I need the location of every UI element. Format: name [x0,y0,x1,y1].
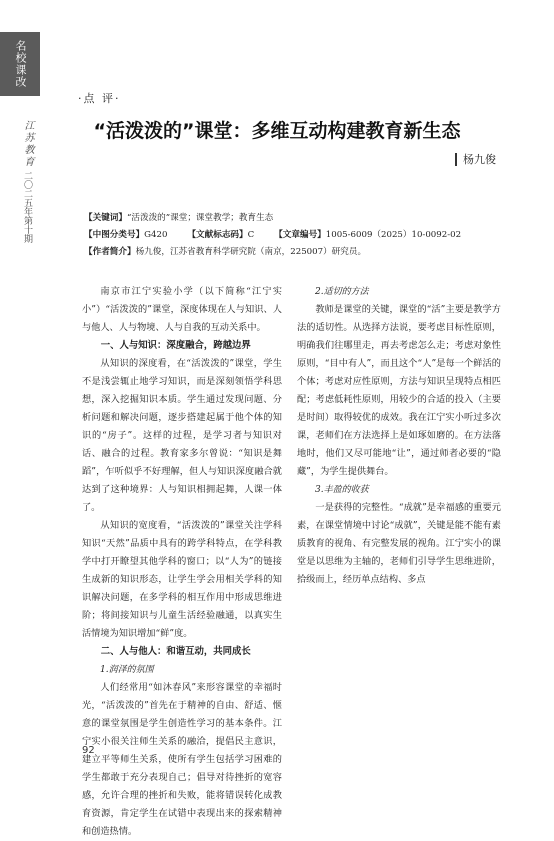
paragraph: 南京市江宁实验小学（以下简称“江宁实小”）“活泼泼的”课堂，深度体现在人与知识、人与他人、人与物境、人与自我的互动关系中。 [82,286,282,333]
meta-article-no [274,227,461,244]
meta-keywords-label: 【关键词】 [84,213,127,223]
meta-article-no-label: 【文章编号】 [274,230,326,240]
meta-author-label: 【作者简介】 [84,247,136,257]
body-column-right [297,283,501,589]
meta-doc [187,227,254,244]
meta-keywords-row [84,210,504,227]
journal-name: 江苏教育 [22,120,33,168]
section-heading: 二、人与他人：和谐互动，共同成长 [100,646,251,657]
meta-author-bio: 杨九俊，江苏省教育科学研究院（南京，225007）研究员。 [135,247,367,257]
section-tab-label: 名校课改 [14,40,27,88]
meta-class [84,227,167,244]
meta-doc-value: C [247,230,255,240]
article-author: 杨九俊 [455,153,496,166]
meta-keywords: “活泼泼的”课堂；课堂教学；教育生态 [126,213,274,223]
column-label: ·点 评· [78,92,121,105]
subsection-heading: 3.丰盈的收获 [315,485,369,495]
article-title: “活泼泼的”课堂：多维互动构建教育新生态 [93,120,461,142]
article-meta [84,210,504,261]
paragraph: 一是获得的完整性。“成就”是幸福感的重要元素，在课堂情境中讨论“成就”，关键是能不能有素质教育的视角、有完整发展的视角。江宁实小的课堂是以思维为主轴的，老师们引导学生思维进阶，拾级而上，经历单点结构、多点 [297,502,501,585]
section-heading: 一、人与知识：深度融合，跨越边界 [100,340,251,351]
paragraph: 从知识的深度看，在“活泼泼的”课堂，学生不是浅尝辄止地学习知识，而是深刻领悟学科思想，深入挖掘知识本质。学生通过发现问题、分析问题和解决问题，逐步搭建起属于他个体的知识的“房子”。这样的过程，是学习者与知识对话、融合的过程。教育家多尔曾说：“知识是舞蹈”，乍听似乎不好理解，但人与知识深度融合就达到了这种境界：人与知识相拥起舞，人课一体了。 [82,358,282,513]
paragraph: 教师是课堂的关键，课堂的“活”主要是教学方法的适切性。从选择方法说，要考虑目标性原则，明确我们往哪里走，再去考虑怎么走；考虑对象性原则，“目中有人”，而且这个“人”是每一个鲜活的个体；考虑对应性原则，方法与知识呈现特点相匹配；考虑低耗性原则，用较少的合适的投入（主要是时间）取得较优的成效。我在江宁实小听过多次课，老师们在方法选择上是如琢如磨的。在方法落地时，他们又尽可能地“让”，通过师者必要的“隐藏”，为学生提供舞台。 [297,304,501,477]
body-column-left [82,283,282,841]
paragraph: 从知识的宽度看，“活泼泼的”课堂关注学科知识“天然”品质中具有的跨学科特点，在学科教学中打开瞭望其他学科的窗口；以“人为”的链接生成新的知识形态，让学生学会用相关学科的知识解决问题，在多学科的相互作用中形成思维进阶；将间接知识与儿童生活经验融通，以真实生活情境为知识增加“鲜”度。 [82,520,282,639]
meta-article-no-value: 1005-6009（2025）10-0092-02 [325,230,462,240]
meta-codes-row [84,227,504,244]
journal-issue: 二〇二五年第十期 [22,170,32,243]
meta-class-label: 【中图分类号】 [84,230,145,240]
meta-author-row [84,244,504,261]
subsection-heading: 1.润泽的氛围 [100,665,154,675]
page-number: 92 [82,745,95,756]
meta-class-value: G420 [144,230,168,240]
paragraph: 人们经常用“如沐春风”来形容课堂的幸福时光，“活泼泼的”首先在于精神的自由、舒适、惬意的课堂氛围是学生创造性学习的基本条件。江宁实小很关注师生关系的融洽，提倡民主意识，建立平等师生关系，使所有学生包括学习困难的学生都敢于充分表现自己；倡导对待挫折的宽容感，允许合理的挫折和失败，能将错误转化成教育资源，肯定学生在试错中表现出来的探索精神和创造热情。 [82,682,282,837]
subsection-heading: 2.适切的方法 [315,287,369,297]
section-tab [0,32,40,96]
meta-doc-label: 【文献标志码】 [187,230,248,240]
